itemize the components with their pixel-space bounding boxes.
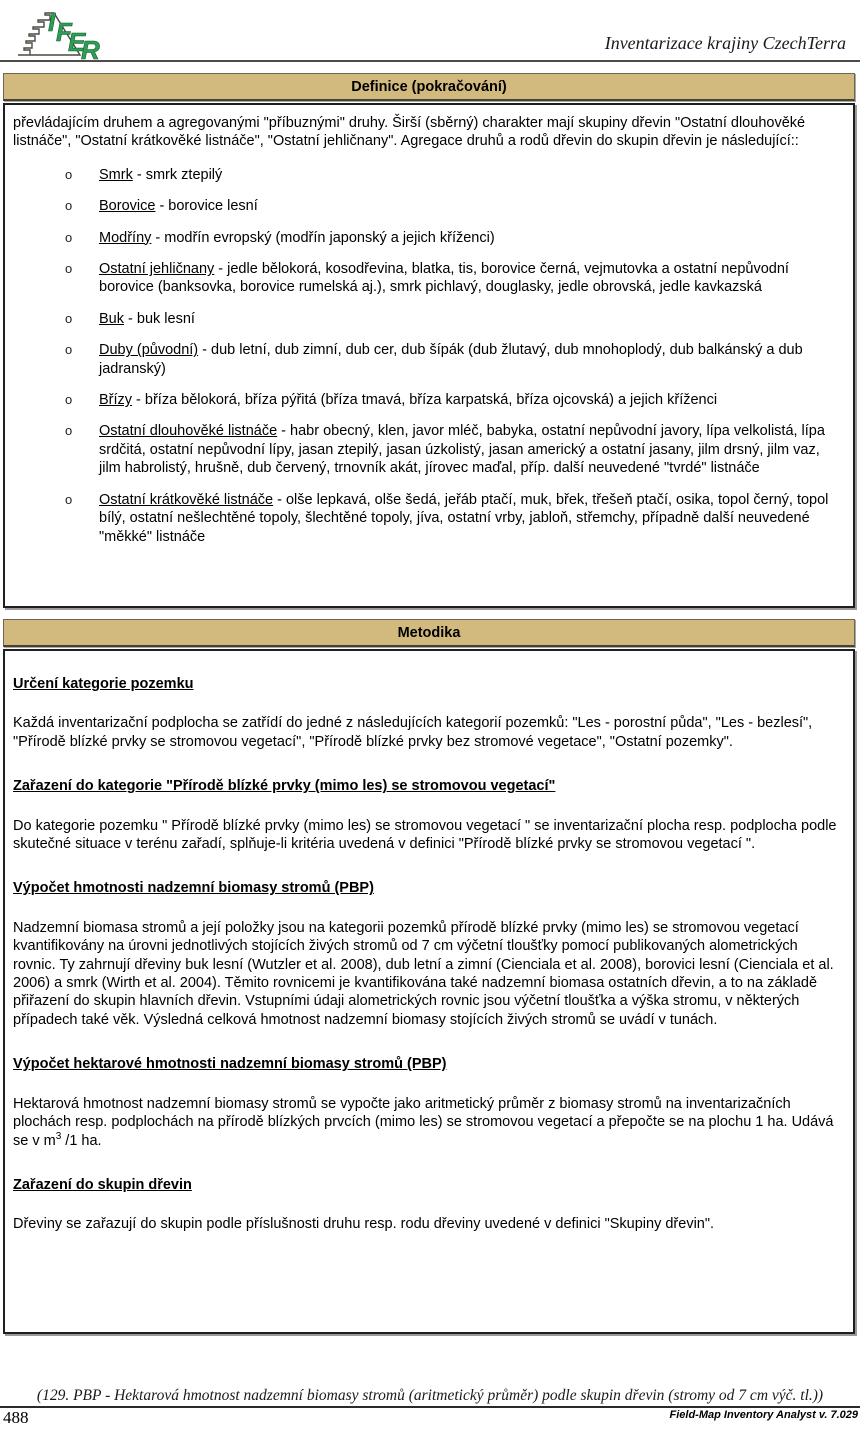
section-paragraph: Dřeviny se zařazují do skupin podle příslušnosti druhu resp. rodu dřeviny uvedené v definici "Skupiny dřevin". [13,1216,715,1233]
group-term: Smrk [99,166,133,183]
circle-bullet-icon: o [65,166,73,182]
footer-row [0,1408,860,1428]
group-desc: - jedle bělokorá, kosodřevina, blatka, tis, borovice černá, vejmutovka a ostatní nepůvodní borovice (banksovka, borovice rumelská aj.), smrk pichlavý, douglasky, jedle obrovská, jedle kavkazská [99,261,789,296]
group-term: Borovice [99,198,156,215]
group-desc: - modřín evropský (modřín japonský a jejich kříženci) [151,229,495,246]
species-group-item [13,422,841,477]
group-desc: - borovice lesní [155,198,258,215]
circle-bullet-icon: o [65,342,73,358]
circle-bullet-icon: o [65,310,73,326]
species-group-item [13,310,841,328]
species-group-item [13,229,841,247]
circle-bullet-icon: o [65,423,73,439]
section-paragraph [13,1095,839,1150]
page-header [0,0,860,62]
section-heading: Zařazení do kategorie "Přírodě blízké prvky (mimo les) se stromovou vegetací" [13,778,556,795]
document-brand-title: Inventarizace krajiny CzechTerra [604,33,846,53]
group-desc: - bříza bělokorá, bříza pýřitá (bříza tmavá, bříza karpatská, bříza ojcovská) a jejich kříženci [132,392,718,409]
svg-text:R: R [81,35,100,61]
definice-banner-title: Definice (pokračování) [351,79,507,95]
group-desc: - buk lesní [124,310,195,327]
section-paragraph: Každá inventarizační podplocha se zatřídí do jedné z následujících kategorií pozemků: "Les - porostní půda", "Les - bezlesí", "Přírodě blízké prvky se stromovou vegetací", "Přírodě blízké prvky bez stromové vegetace", "Ostatní pozemky". [13,715,813,750]
group-desc: - smrk ztepilý [132,166,223,183]
section-paragraph: Nadzemní biomasa stromů a její položky jsou na kategorii pozemků přírodě blízké prvky (mimo les) se stromovou vegetací kvantifikovány na úrovni jednotlivých stojících živých stromů od 7 cm výčetní tloušťky pomocí publikovaných alometrických rovnic. Ty zahrnují dřeviny buk lesní (Wutzler et al. 2008), dub letní a zimní (Cienciala et al. 2008), borovici lesní (Cienciala et al. 2006) a smrk (Wirth et al. 2004). Těmito rovnicemi je kvantifikována také nadzemní biomasa ostatních dřevin, a to na základě přiřazení do skupin hlavních dřevin. Vstupními údaji alometrických rovnic jsou výčetní tloušťka a výška stromu, v některých případech také věk. Výsledná celková hmotnost nadzemní biomasy stojících živých stromů se uvádí v tunách. [13,919,834,1028]
species-group-item [13,166,841,184]
app-version-label: Field-Map Inventory Analyst v. 7.029 [669,1409,858,1421]
section-heading: Zařazení do skupin dřevin [13,1176,192,1193]
svg-text:I: I [48,7,56,37]
paragraph-text: /1 ha. [61,1132,102,1149]
group-term: Duby (původní) [99,342,199,359]
species-group-item [13,391,841,409]
species-group-item [13,341,841,378]
paragraph-text: Hektarová hmotnost nadzemní biomasy stromů se vypočte jako aritmetický průměr z biomasy stromů na inventarizačních plochách resp. podplochách na přírodě blízkých prvcích (mimo les) se stromovou vegetací a přepočte se na plochu 1 ha. Udává se v m [13,1095,834,1149]
circle-bullet-icon: o [65,229,73,245]
group-term: Ostatní jehličnany [99,261,215,278]
superscript-unit: 3 [55,1130,62,1142]
section-heading: Výpočet hmotnosti nadzemní biomasy stromů (PBP) [13,880,374,897]
section-paragraph: Do kategorie pozemku " Přírodě blízké prvky (mimo les) se stromovou vegetací " se inventarizační plocha resp. podplocha podle skutečné situace v terénu zařadí, splňuje-li kritéria uvedená v definici "Přírodě blízké prvky se stromovou vegetací ". [13,817,837,853]
svg-text:E: E [68,27,86,57]
circle-bullet-icon: o [65,491,73,507]
metodika-section [13,675,839,751]
section-heading: Určení kategorie pozemku [13,676,194,692]
species-group-item [13,260,841,297]
metodika-section-banner [3,619,855,647]
group-term: Ostatní dlouhověké listnáče [99,423,278,440]
group-term: Břízy [99,392,133,409]
metodika-section [13,1176,839,1234]
page-footer [0,1387,860,1428]
definice-intro-paragraph: převládajícím druhem a agregovanými "příbuznými" druhy. Širší (sběrný) charakter mají skupiny dřevin "Ostatní dlouhověké listnáče", "Ostatní krátkověké listnáče", "Ostatní jehličnany". Agregace druhů a rodů dřevin do skupin dřevin je následující:: [13,115,806,150]
group-term: Modříny [99,229,152,246]
species-group-item [13,491,841,546]
section-heading: Výpočet hektarové hmotnosti nadzemní biomasy stromů (PBP) [13,1056,447,1073]
circle-bullet-icon: o [65,261,73,277]
group-term: Ostatní krátkověké listnáče [99,491,274,508]
group-desc: - dub letní, dub zimní, dub cer, dub šípák (dub žlutavý, dub mnohoplodý, dub balkánský a dub jadranský) [99,342,803,377]
group-desc: - habr obecný, klen, javor mléč, babyka, ostatní nepůvodní javory, lípa velkolistá, lípa srdčitá, ostatní nepůvodní lípy, jasan ztepilý, jasan úzkolistý, jasan americký a ostatní jasany, jilm drsný, jilm vaz, jilm habrolistý, hrušně, dub červený, trnovník akát, jírovec maďal, příp. další neuvedené "tvrdé" listnáče [99,423,825,477]
metodika-content-box [3,649,855,1334]
metodika-section [13,777,839,853]
svg-text:F: F [56,17,72,47]
page-number: 488 [3,1408,29,1427]
circle-bullet-icon: o [65,198,73,214]
group-term: Buk [99,310,124,327]
ifer-logo-icon [12,3,108,66]
species-group-item [13,197,841,215]
species-group-list [13,166,841,546]
definice-content-box [3,103,855,608]
metodika-section [13,879,839,1029]
metodika-section [13,1055,839,1150]
definice-section-banner [3,73,855,101]
metodika-banner-title: Metodika [397,625,461,641]
table-caption: (129. PBP - Hektarová hmotnost nadzemní biomasy stromů (aritmetický průměr) podle skupin dřevin (stromy od 7 cm výč. tl.)) [36,1387,824,1404]
group-desc: - olše lepkavá, olše šedá, jeřáb ptačí, muk, břek, třešeň ptačí, osika, topol černý, topol bílý, ostatní nešlechtěné topoly, šlechtěné topoly, jíva, ostatní vrby, jabloň, střemchy, případně další neuvedené "měkké" listnáče [99,491,829,545]
circle-bullet-icon: o [65,392,73,408]
